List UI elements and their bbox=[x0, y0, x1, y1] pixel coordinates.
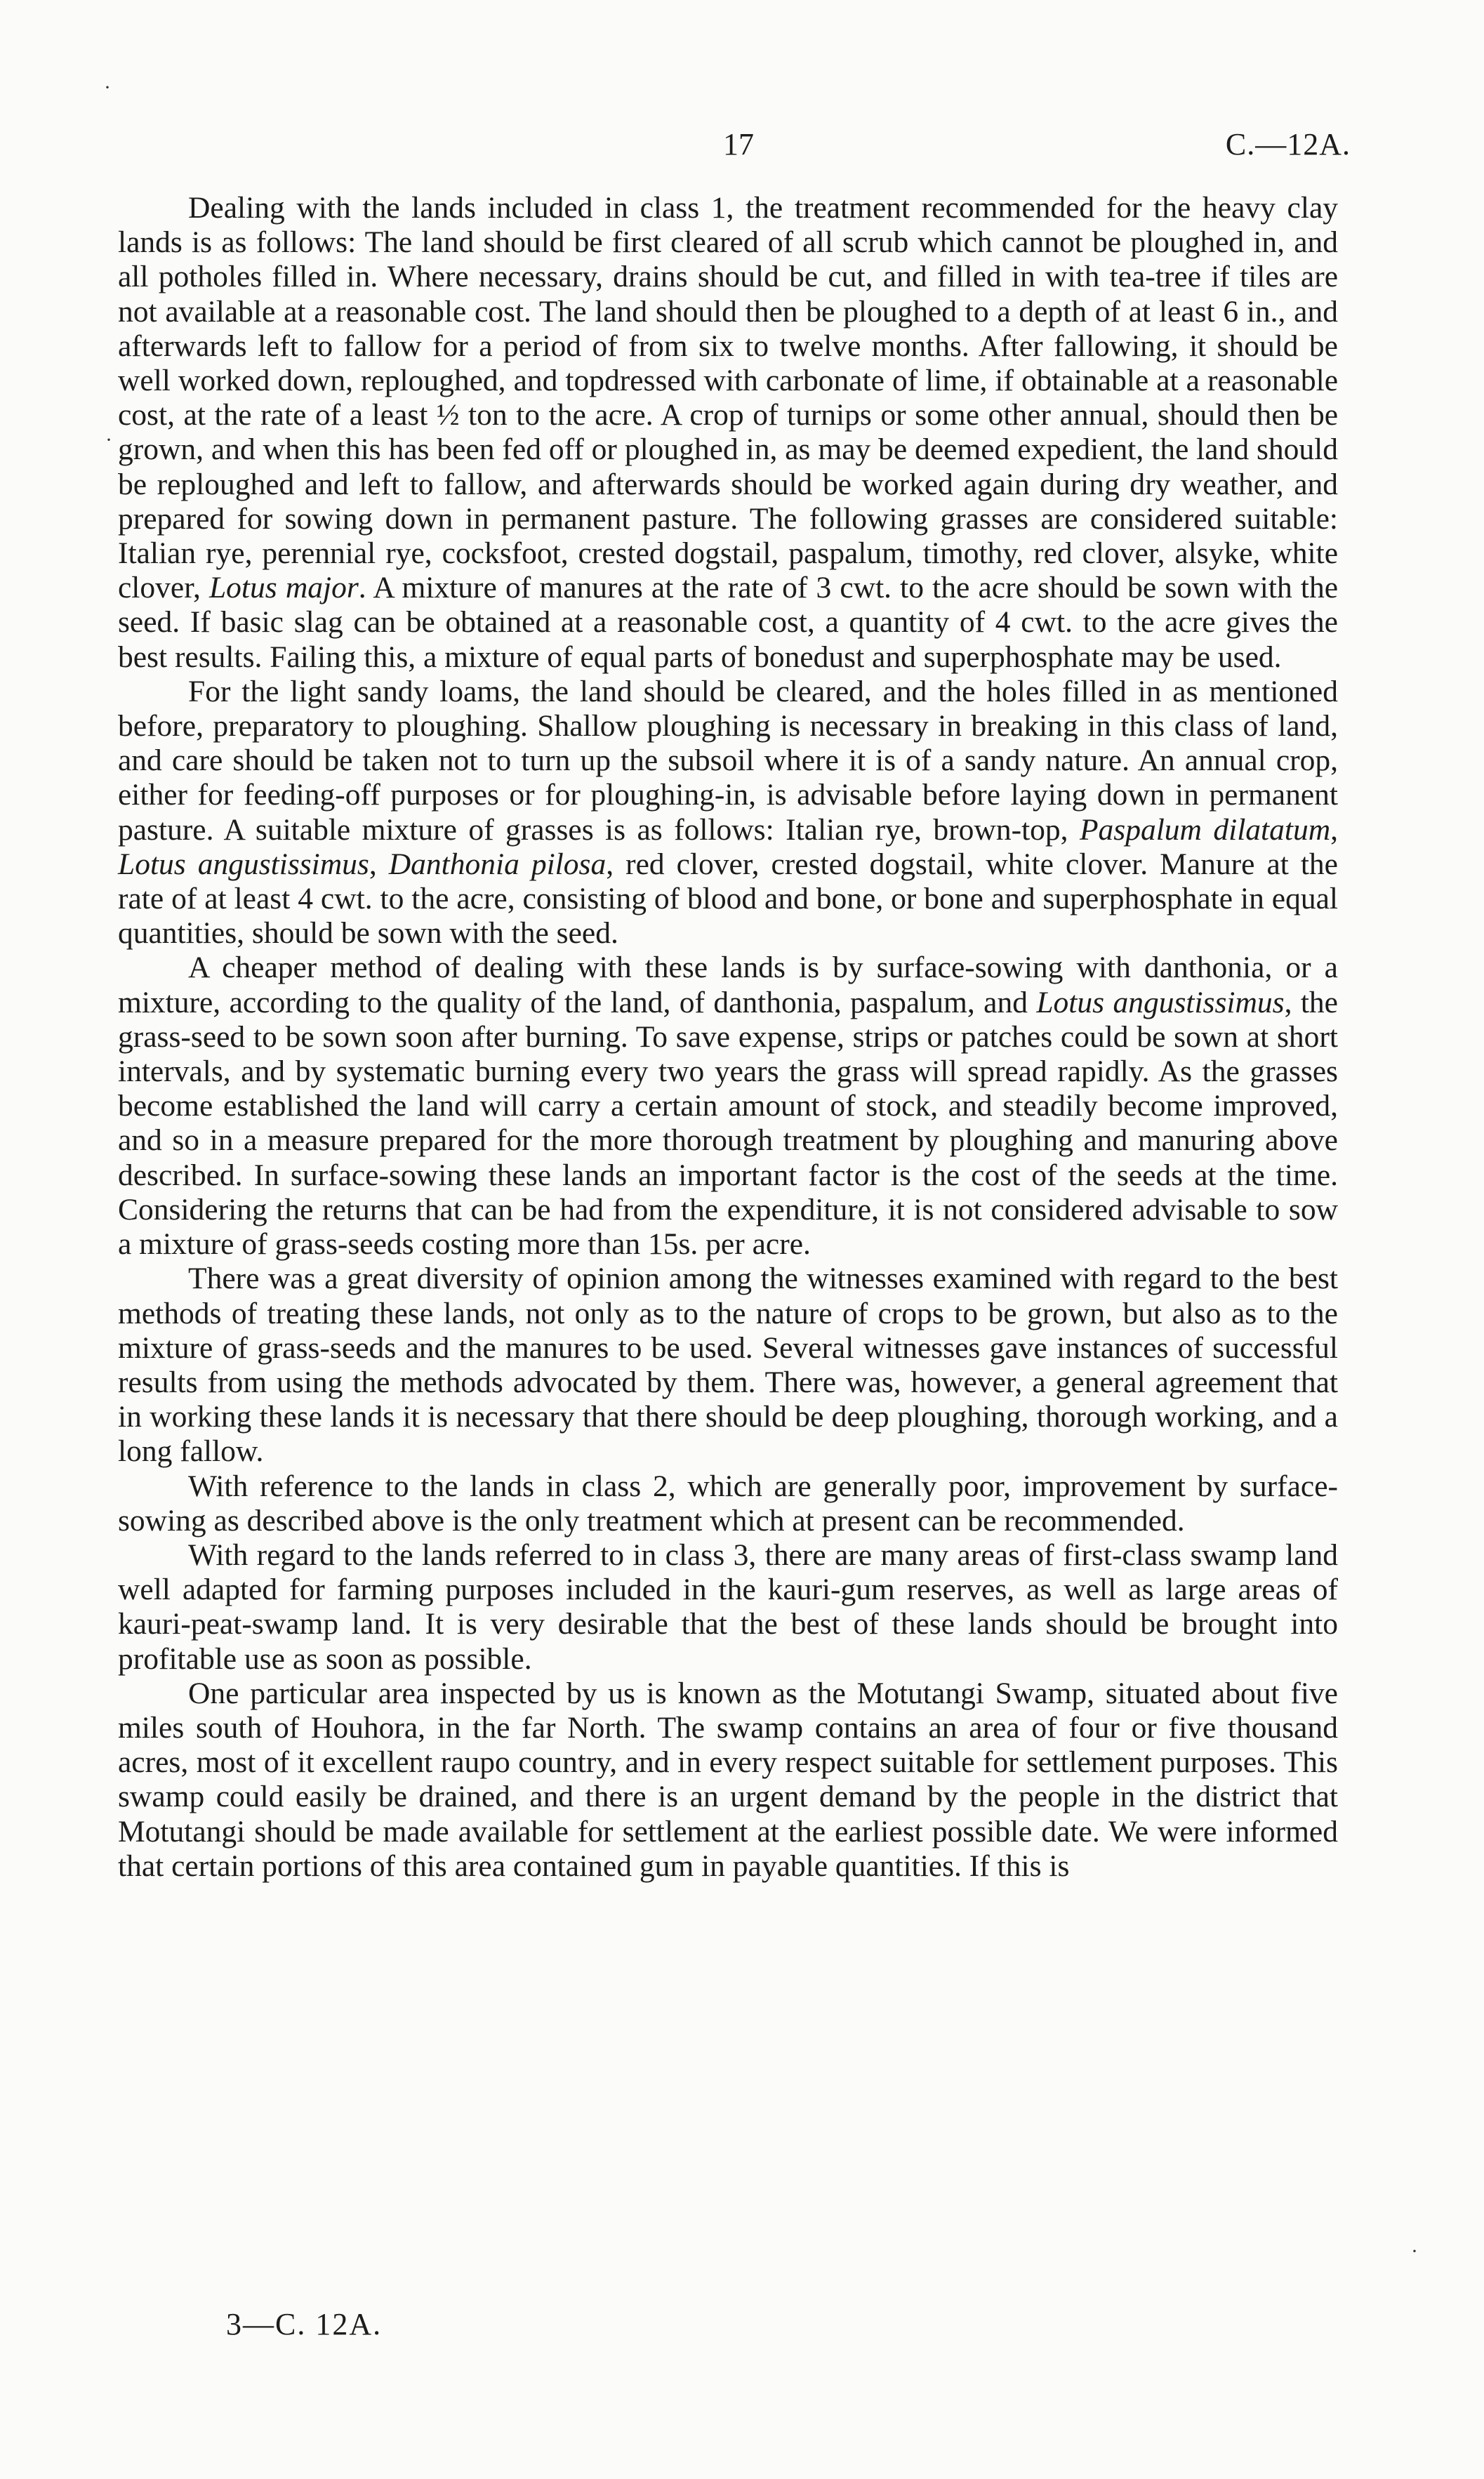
text-run: With reference to the lands in class 2, which are generally poor, improvement by surface-sowing as described above is the only treatment which at present can be recommended. bbox=[118, 1469, 1338, 1538]
signature-mark: 3—C. 12A. bbox=[226, 2307, 383, 2341]
document-reference: C.—12A. bbox=[1225, 127, 1351, 161]
paragraph bbox=[118, 1677, 1338, 1884]
text-run: With regard to the lands referred to in class 3, there are many areas of first-class swamp land well adapted for farming purposes included in the kauri-gum reserves, as well as large areas of kauri-peat-swamp land. It is very desirable that the best of these lands should be brought into profitable use as soon as possible. bbox=[118, 1538, 1338, 1676]
page-number: 17 bbox=[723, 127, 754, 161]
margin-dot: · bbox=[104, 76, 111, 99]
paragraph bbox=[118, 951, 1338, 1262]
italic-term: Lotus angustissimus bbox=[1036, 985, 1285, 1019]
text-run: , red clover, crested dogstail, white clover. Manure at the rate of at least 4 cwt. to the acre, consisting of blood and bone, or bone and superphosphate in equal quantities, should be sown with the seed. bbox=[118, 847, 1338, 951]
text-run: One particular area inspected by us is known as the Motutangi Swamp, situated about five miles south of Houhora, in the far North. The swamp contains an area of four or five thousand acres, most of it excellent raupo country, and in every respect suitable for settlement purposes. This swamp could easily be drained, and there is an urgent demand by the people in the district that Motutangi should be made available for settlement at the earliest possible date. We were informed that certain portions of this area contained gum in payable quantities. If this is bbox=[118, 1676, 1338, 1883]
body-text bbox=[118, 191, 1338, 1884]
text-run: A cheaper method of dealing with these lands is by surface-sowing with danthonia, or a mixture, according to the quality of the land, of danthonia, paspalum, and bbox=[118, 951, 1338, 1019]
margin-dot: · bbox=[105, 428, 112, 451]
paragraph bbox=[118, 1469, 1338, 1538]
text-run: For the light sandy loams, the land should be cleared, and the holes filled in as mentioned before, preparatory to ploughing. Shallow ploughing is necessary in breaking in this class of land, and care should be taken not to turn up the subsoil where it is of a sandy nature. An annual crop, either for feeding-off purposes or for ploughing-in, is advisable before laying down in permanent pasture. A suitable mixture of grasses is as follows: Italian rye, brown-top, bbox=[118, 674, 1338, 847]
paragraph bbox=[118, 1538, 1338, 1677]
text-run: , bbox=[369, 847, 389, 881]
paragraph bbox=[118, 675, 1338, 951]
italic-term: Danthonia pilosa bbox=[388, 847, 607, 881]
text-run: . A mixture of manures at the rate of 3 cwt. to the acre should be sown with the seed. If basic slag can be obtained at a reasonable cost, a quantity of 4 cwt. to the acre gives the best results. Failing this, a mixture of equal parts of bonedust and superphosphate may be used. bbox=[118, 571, 1338, 674]
paragraph bbox=[118, 1262, 1338, 1469]
text-run: , the grass-seed to be sown soon after burning. To save expense, strips or patches could be sown at short intervals, and by systematic burning every two years the grass will spread rapidly. As the grasses become established the land will carry a certain amount of stock, and steadily become improved, and so in a measure prepared for the more thorough treatment by ploughing and manuring above described. In surface-sowing these lands an important factor is the cost of the seeds at the time. Considering the returns that can be had from the expenditure, it is not considered advisable to sow a mixture of grass-seeds costing more than 15s. per acre. bbox=[118, 985, 1338, 1262]
text-run: There was a great diversity of opinion among the witnesses examined with regard to the best methods of treating these lands, not only as to the nature of crops to be grown, but also as to the mixture of grass-seeds and the manures to be used. Several witnesses gave instances of successful results from using the methods advocated by them. There was, however, a general agreement that in working these lands it is necessary that there should be deep ploughing, thorough working, and a long fallow. bbox=[118, 1262, 1338, 1469]
italic-term: Lotus major bbox=[208, 571, 359, 605]
text-run: Dealing with the lands included in class 1, the treatment recommended for the heavy clay lands is as follows: The land should be first cleared of all scrub which cannot be ploughed in, and all potholes filled in. Where necessary, drains should be cut, and filled in with tea-tree if tiles are not available at a reasonable cost. The land should then be ploughed to a depth of at least 6 in., and afterwards left to fallow for a period of from six to twelve months. After fallowing, it should be well worked down, reploughed, and topdressed with carbonate of lime, if obtainable at a reasonable cost, at the rate of a least ½ ton to the acre. A crop of turnips or some other annual, should then be grown, and when this has been fed off or ploughed in, as may be deemed expedient, the land should be reploughed and left to fallow, and afterwards should be worked again during dry weather, and prepared for sowing down in permanent pasture. The following grasses are considered suitable: Italian rye, perennial rye, cocksfoot, crested dogstail, paspalum, timothy, red clover, alsyke, white clover, bbox=[118, 191, 1338, 605]
text-run: , bbox=[1330, 812, 1338, 847]
margin-dot: · bbox=[1411, 2240, 1418, 2263]
paragraph bbox=[118, 191, 1338, 675]
page-header bbox=[0, 126, 1484, 168]
italic-term: Paspalum dilatatum bbox=[1079, 812, 1331, 847]
italic-term: Lotus angustissimus bbox=[118, 847, 369, 881]
